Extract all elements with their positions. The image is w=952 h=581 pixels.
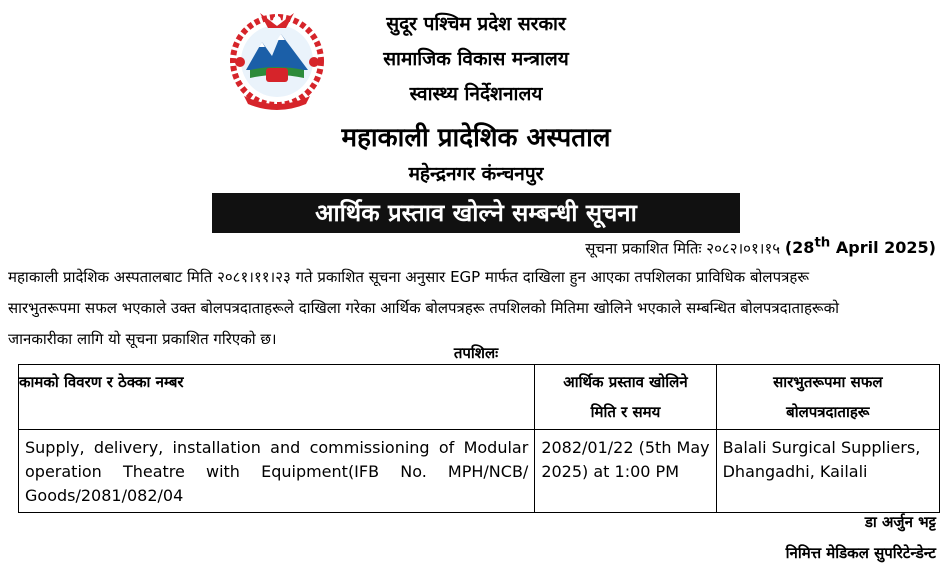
publication-date bbox=[585, 236, 936, 258]
signatory-name: डा अर्जुन भट्ट bbox=[864, 513, 936, 531]
notice-banner: आर्थिक प्रस्ताव खोल्ने सम्बन्धी सूचना bbox=[212, 193, 740, 233]
cell-description: Supply, delivery, installation and commissioning of Modular operation Theatre with Equipment(IFB No. MPH/NCB/ Goods/2081/082/04 bbox=[19, 430, 535, 513]
table-header-row bbox=[19, 365, 940, 430]
government-title: सुदूर पश्चिम प्रदेश सरकार bbox=[386, 13, 566, 35]
body-line: जानकारीका लागि यो सूचना प्रकाशित गरिएको छ। bbox=[8, 330, 277, 348]
hospital-title: महाकाली प्रादेशिक अस्पताल bbox=[341, 123, 611, 153]
notice-body bbox=[8, 262, 940, 355]
cell-bidders: Balali Surgical Suppliers, Dhangadhi, Kailali bbox=[716, 430, 939, 513]
publication-date-np: २०८२।०१।१५ bbox=[706, 239, 781, 258]
header-bidders: सारभुतरूपमा सफल बोलपत्रदाताहरू bbox=[716, 365, 939, 430]
table-row bbox=[19, 430, 940, 513]
body-line: महाकाली प्रादेशिक अस्पतालबाट मिति २०८१।११।२३ गते प्रकाशित सूचना अनुसार EGP मार्फत दाखिला हुन आएका तपशिलका प्राविधिक बोलपत्रहरू bbox=[8, 268, 809, 286]
directorate-title: स्वास्थ्य निर्देशनालय bbox=[409, 83, 543, 105]
hospital-location: महेन्द्रनगर कंन्चनपुर bbox=[408, 163, 544, 185]
body-line: सारभुतरूपमा सफल भएकाले उक्त बोलपत्रदाताहरूले दाखिला गरेका आर्थिक बोलपत्रहरू तपशिलको मितिमा खोलिने भएकाले सम्बन्धित बोलपत्रदाताहरूको bbox=[8, 299, 839, 317]
ministry-title: सामाजिक विकास मन्त्रालय bbox=[383, 48, 569, 70]
details-table bbox=[18, 364, 940, 513]
details-heading: तपशिलः bbox=[453, 344, 499, 362]
header-opening-date: आर्थिक प्रस्ताव खोलिने मिति र समय bbox=[535, 365, 716, 430]
signatory-title: निमित्त मेडिकल सुपरिटेन्डेन्ट bbox=[785, 544, 936, 562]
publication-label: सूचना प्रकाशित मितिः bbox=[585, 239, 702, 258]
cell-opening-date: 2082/01/22 (5th May 2025) at 1:00 PM bbox=[535, 430, 716, 513]
publication-date-en: (28th April 2025) bbox=[784, 236, 936, 258]
header-description: कामको विवरण र ठेक्का नम्बर bbox=[19, 365, 535, 430]
